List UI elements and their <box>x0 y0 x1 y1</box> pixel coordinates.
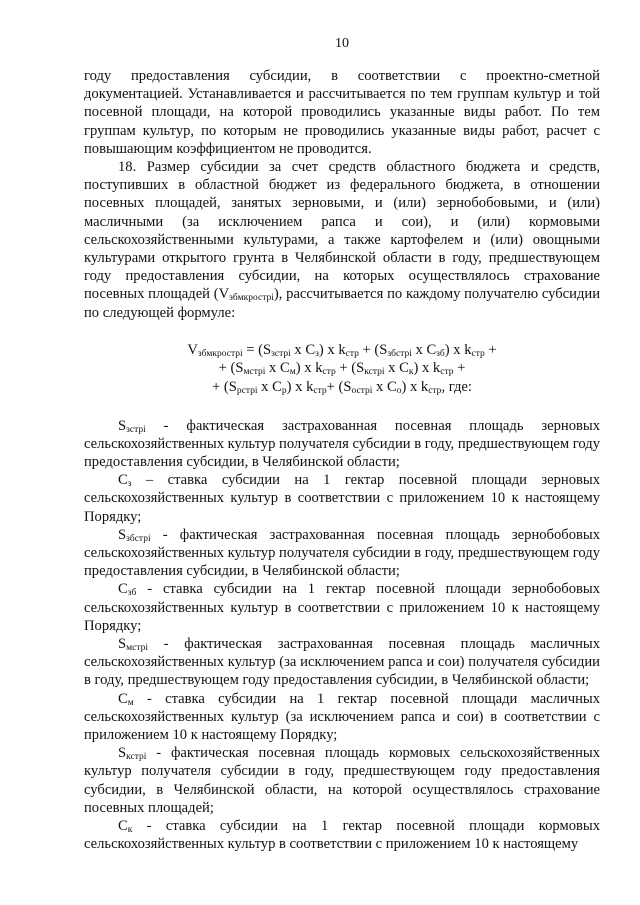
formula-line-2: + ($S_{мстрі}$ х $С_м$) х $k_{стр} + (S_{кстрі}$ х $С_к$) х $k_{стр}$ + <box>218 360 466 378</box>
subsidy-formula <box>84 341 600 397</box>
formula-line-1: $V_{збмкрострі} = (S_{зстрі}$ х $С_з$) х $k_{стр} + (S_{збстрі}$ х $С_{зб}$) х $k_{стр}$ + <box>187 341 497 359</box>
document-page <box>84 0 600 905</box>
document-body <box>84 67 600 854</box>
definition-s-z: $S_{зстрі}$ - фактическая застрахованная посевная площадь зерновых сельскохозяйственных культур получателя субсидии в году, предшествующем году предоставления субсидии, в Челябинской области; <box>84 417 600 471</box>
paragraph-item-18-text: 18. Размер субсидии за счет средств областного бюджета и средств, поступивших в областной бюджет из федерального бюджета, в отношении посевных площадей, занятых зерновыми, и (или) зернобобовыми, и (или) масличными (за исключением рапса и сои), и (или) кормовыми сельскохозяйственными культурами, а также картофелем и (или) овощными культурами открытого грунта в Челябинской области в году, предшествующем году предоставления субсидии, на которых осуществлялось страхование посевных площадей (V <box>84 159 600 303</box>
definition-c-z: $С_з$ – ставка субсидии на 1 гектар посевной площади зерновых сельскохозяйственных культур в соответствии с приложением 10 к настоящему Порядку; <box>84 472 600 525</box>
paragraph-item-18 <box>84 158 600 322</box>
formula-line-3: + ($S_{рстрі}$ х $С_р$) х $k_{стр}+ (S_{острі}$ х $С_о$) х $k_{стр}$, где: <box>212 379 472 397</box>
page-number: 10 <box>335 36 349 51</box>
definition-s-k: $S_{кстрі}$ - фактическая посевная площадь кормовых сельскохозяйственных культур получателя субсидии в году, предшествующем году предоставления субсидии, в Челябинской области, на которой осуществлялось страхование посевных площадей; <box>84 745 600 816</box>
definition-s-zb: $S_{збстрі}$ - фактическая застрахованная посевная площадь зернобобовых сельскохозяйственных культур получателя субсидии в году, предшествующем году предоставления субсидии, в Челябинской области; <box>84 526 600 580</box>
definition-c-m: $С_м$ - ставка субсидии на 1 гектар посевной площади масличных сельскохозяйственных культур (за исключением рапса и сои) в соответствии с приложением 10 к настоящему Порядку; <box>84 690 600 744</box>
definition-c-zb: $С_{зб}$ - ставка субсидии на 1 гектар посевной площади зернобобовых сельскохозяйственных культур в соответствии с приложением 10 к настоящему Порядку; <box>84 581 600 634</box>
paragraph-item-18-tail: ), рассчитывается по каждому получателю субсидии по следующей формуле: <box>84 286 600 321</box>
paragraph-continuation: году предоставления субсидии, в соответствии с проектно-сметной документацией. Устанавливается и рассчитывается по тем группам культур и той посевной площади, на которой проводились указанные виды работ. По тем группам культур, по которым не проводились указанные виды работ, расчет с повышающим коэффициентом не проводится. <box>84 68 600 157</box>
definition-c-k: $С_к$ - ставка субсидии на 1 гектар посевной площади кормовых сельскохозяйственных культур в соответствии с приложением 10 к настоящему <box>84 818 600 853</box>
definition-s-m: $S_{мстрі}$ - фактическая застрахованная посевная площадь масличных сельскохозяйственных культур (за исключением рапса и сои) получателя субсидии в году, предшествующем году предоставления субсидии, в Челябинской области; <box>84 636 600 689</box>
volume-subscript: збмкрострі <box>229 293 274 304</box>
